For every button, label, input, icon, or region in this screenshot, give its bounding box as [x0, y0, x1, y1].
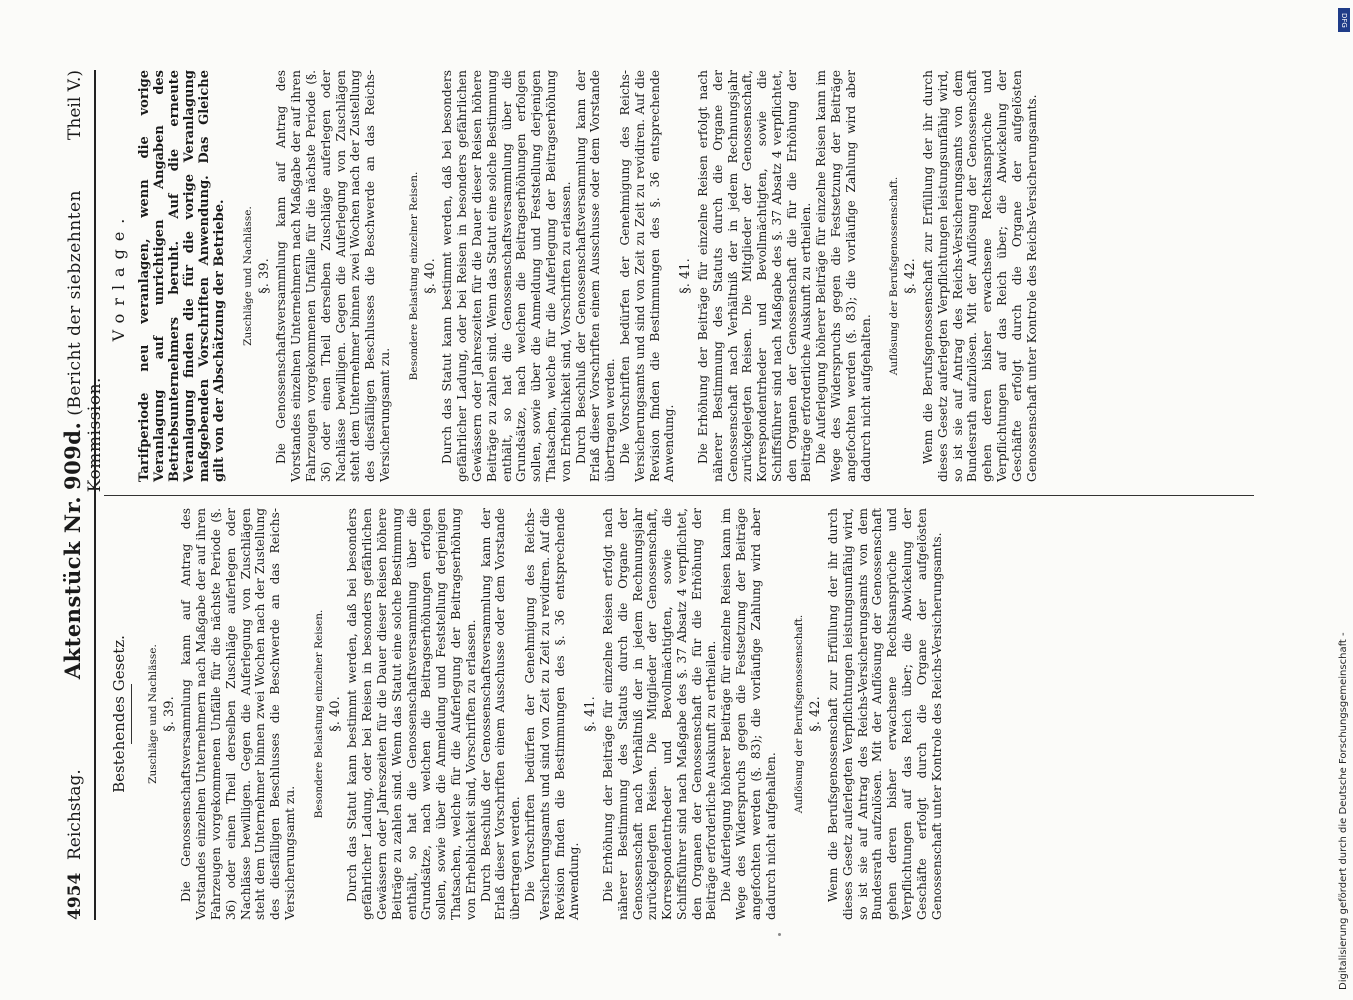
- section-title: Besondere Belastung einzelner Reisen.: [407, 171, 420, 381]
- scan-speck: [778, 933, 781, 936]
- right-column: [104, 70, 1254, 482]
- section-number: §. 41.: [583, 696, 599, 732]
- digitization-note: Digitalisierung gefördert durch die Deutsche Forschungsgemeinschaft -: [1338, 632, 1349, 990]
- section-paragraph: Durch Beschluß der Genossenschaftsversammlung kann der Erlaß dieser Vorschriften einem Ausschusse oder dem Vorstande übertragen werden.: [478, 508, 523, 920]
- section-paragraph: Durch das Statut kann bestimmt werden, daß bei besonders gefährlicher Ladung, oder bei Reisen in besonders gefährlichen Gewässern oder Jahreszeiten für die Dauer dieser Reisen höhere Beiträge zu zahlen sind. Wenn das Statut eine solche Bestimmung enthält, so hat die Genossenschaftsversammlung über die Grundsätze, nach welchen die Beitragserhöhungen erfolgen sollen, sowie über die Anmeldung und Feststellung derjenigen Thatsachen, welche für die Auferlegung der Beitragserhöhung von Erheblichkeit sind, Vorschriften zu erlassen.: [440, 70, 573, 482]
- section-title: Besondere Belastung einzelner Reisen.: [312, 609, 325, 819]
- header-rule: [94, 70, 96, 920]
- section-paragraph: Durch das Statut kann bestimmt werden, daß bei besonders gefährlicher Ladung, oder bei Reisen in besonders gefährlichen Gewässern oder Jahreszeiten für die Dauer dieser Reisen höhere Beiträge zu zahlen sind. Wenn das Statut eine solche Bestimmung enthält, so hat die Genossenschaftsversammlung über die Grundsätze, nach welchen die Beitragserhöhungen erfolgen sollen, sowie über die Anmeldung und Feststellung derjenigen Thatsachen, welche für die Auferlegung der Beitragserhöhung von Erheblichkeit sind, Vorschriften zu erlassen.: [345, 508, 478, 920]
- section-number: §. 42.: [808, 696, 824, 732]
- page-number: 4954: [65, 872, 85, 920]
- dfg-logo: DFG: [1338, 8, 1350, 32]
- header-title: [60, 140, 105, 729]
- section-number: §. 40.: [327, 696, 343, 732]
- left-column: [104, 508, 1254, 920]
- section-paragraph: Die Erhöhung der Beiträge für einzelne Reisen erfolgt nach näherer Bestimmung des Statuts durch die Organe der Genossenschaft nach Verhältniß der in jedem Rechnungsjahr zurückgelegten Reisen. Die Mitglieder der Genossenschaft, Korrespondentrheder und Bevollmächtigten, sowie die Schiffsführer sind nach Maßgabe des §. 37 Absatz 4 verpflichtet, den Organen der Genossenschaft die für die Erhöhung der Beiträge erforderliche Auskunft zu ertheilen.: [600, 508, 719, 920]
- section-paragraph: Wenn die Berufsgenossenschaft zur Erfüllung der ihr durch dieses Gesetz auferlegten Verpflichtungen leistungsunfähig wird, so ist sie auf Antrag des Reichs-Versicherungsamts von dem Bundesrath aufzulösen. Mit der Auflösung der Genossenschaft gehen deren bisher erwachsene Rechtsansprüche und Verpflichtungen auf das Reich über; die Abwickelung der Geschäfte erfolgt durch die Organe der aufgelösten Genossenschaft unter Kontrole des Reichs-Versicherungsamts.: [826, 508, 944, 920]
- section-number: §. 40.: [422, 258, 438, 294]
- section-title: Auflösung der Berufsgenossenschaft.: [793, 614, 806, 814]
- section-paragraph: Wenn die Berufsgenossenschaft zur Erfüllung der ihr durch dieses Gesetz auferlegten Verpflichtungen leistungsunfähig wird, so ist sie auf Antrag des Reichs-Versicherungsamts von dem Bundesrath aufzulösen. Mit der Auflösung der Genossenschaft gehen deren bisher erwachsene Rechtsansprüche und Verpflichtungen auf das Reich über; die Abwickelung der Geschäfte erfolgt durch die Organe der aufgelösten Genossenschaft unter Kontrole des Reichs-Versicherungsamts.: [921, 70, 1039, 482]
- header-title-prefix: Aktenstück Nr.: [60, 495, 85, 680]
- section-paragraph: Die Vorschriften bedürfen der Genehmigung des Reichs-Versicherungsamts und sind von Zeit zu Zeit zu revidiren. Auf die Revision finden die Bestimmungen des §. 36 entsprechende Anwendung.: [617, 70, 677, 482]
- section-paragraph: Die Auferlegung höherer Beiträge für einzelne Reisen kann im Wege des Widerspruchs gegen die Festsetzung der Beiträge angefochten werden (§. 83); die vorläufige Zahlung wird aber dadurch nicht aufgehalten.: [814, 70, 873, 482]
- header-title-suffix: (Bericht der siebzehnten Kommission.: [65, 190, 105, 493]
- section-number: §. 42.: [903, 258, 919, 294]
- section-paragraph: Die Erhöhung der Beiträge für einzelne Reisen erfolgt nach näherer Bestimmung des Statuts durch die Organe der Genossenschaft nach Verhältniß der in jedem Rechnungsjahr zurückgelegten Reisen. Die Mitglieder der Genossenschaft, Korrespondentrheder und Bevollmächtigten, sowie die Schiffsführer sind nach Maßgabe des §. 37 Absatz 4 verpflichtet, den Organen der Genossenschaft die für die Erhöhung der Beiträge erforderliche Auskunft zu ertheilen.: [695, 70, 814, 482]
- section-number: §. 39.: [256, 258, 272, 294]
- section-paragraph: Die Genossenschaftsversammlung kann auf Antrag des Vorstandes einzelnen Unternehmern nach Maßgabe der auf ihren Fahrzeugen vorgekommenen Unfälle für die nächste Periode (§. 36) oder einen Theil derselben Zuschläge auferlegen oder Nachlässe bewilligen. Gegen die Auferlegung von Zuschlägen steht dem Unternehmer binnen zwei Wochen nach der Zustellung des diesfälligen Beschlusses die Beschwerde an das Reichs-Versicherungsamt zu.: [179, 508, 297, 920]
- page-header: [60, 70, 105, 920]
- right-column-note: Tarifperiode neu veranlagen, wenn die vorige Veranlagung auf unrichtigen Angaben des Betriebsunternehmers beruht. Auf die erneute Veranlagung finden die für die vorige Veranlagung maßgebenden Vorschriften Anwendung. Das Gleiche gilt von der Abschätzung der Betriebe.: [136, 70, 227, 482]
- left-column-heading: Bestehendes Gesetz.: [110, 635, 128, 793]
- section-title: Auflösung der Berufsgenossenschaft.: [888, 176, 901, 376]
- header-part: Theil V.): [65, 70, 85, 140]
- section-paragraph: Durch Beschluß der Genossenschaftsversammlung kann der Erlaß dieser Vorschriften einem Ausschusse oder dem Vorstande übertragen werden.: [573, 70, 618, 482]
- section-paragraph: Die Genossenschaftsversammlung kann auf Antrag des Vorstandes einzelnen Unternehmern nach Maßgabe der auf ihren Fahrzeugen vorgekommenen Unfälle für die nächste Periode (§. 36) oder einen Theil derselben Zuschläge auferlegen oder Nachlässe bewilligen. Gegen die Auferlegung von Zuschlägen steht dem Unternehmer binnen zwei Wochen nach der Zustellung des diesfälligen Beschlusses die Beschwerde an das Reichs-Versicherungsamt zu.: [274, 70, 392, 482]
- rotated-page-content: [60, 70, 1270, 920]
- section-title: Zuschläge und Nachlässe.: [146, 644, 159, 784]
- section-paragraph: Die Auferlegung höherer Beiträge für einzelne Reisen kann im Wege des Widerspruchs gegen die Festsetzung der Beiträge angefochten werden (§. 83); die vorläufige Zahlung wird aber dadurch nicht aufgehalten.: [719, 508, 778, 920]
- section-paragraph: Die Vorschriften bedürfen der Genehmigung des Reichs-Versicherungsamts und sind von Zeit zu Zeit zu revidiren. Auf die Revision finden die Bestimmungen des §. 36 entsprechende Anwendung.: [522, 508, 582, 920]
- column-divider: [104, 495, 1254, 496]
- left-heading-rule: [131, 684, 132, 744]
- header-title-number: 909d.: [60, 421, 85, 491]
- section-title: Zuschläge und Nachlässe.: [241, 206, 254, 346]
- header-left: Reichstag.: [65, 769, 85, 860]
- section-number: §. 39.: [161, 696, 177, 732]
- section-number: §. 41.: [678, 258, 694, 294]
- right-column-heading: Vorlage.: [109, 210, 128, 342]
